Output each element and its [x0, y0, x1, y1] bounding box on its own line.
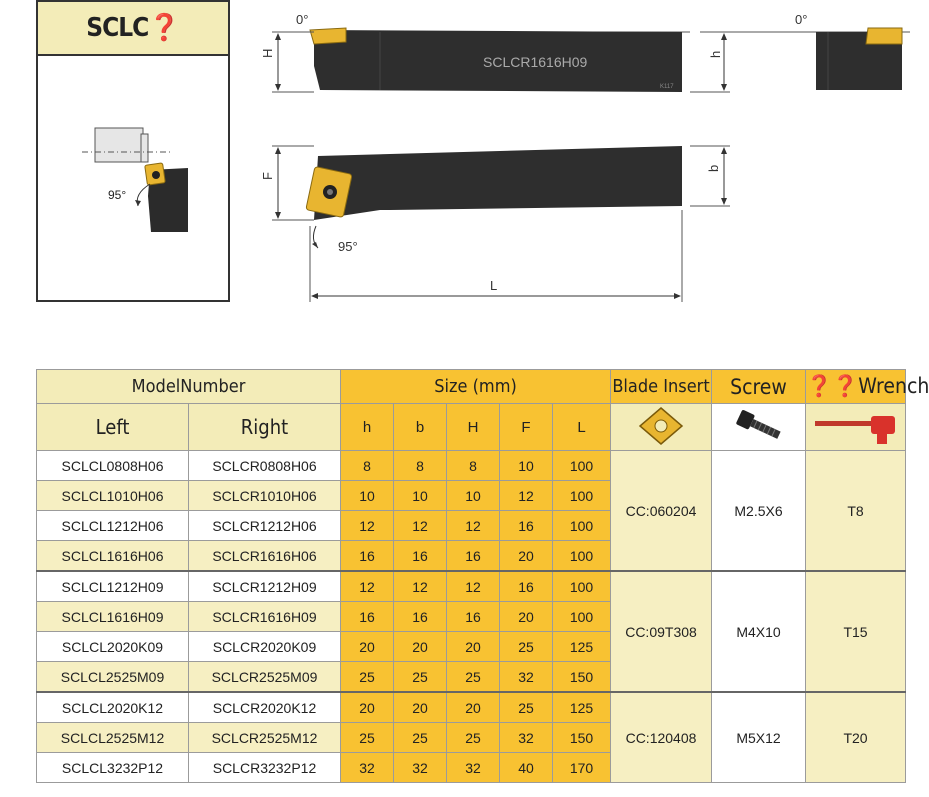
size-H-cell: 25	[447, 662, 500, 693]
size-col-F: F	[500, 404, 553, 451]
right-model-cell: SCLCR1616H09	[189, 602, 341, 632]
top-insert-shape	[310, 28, 346, 44]
side-view-drawing	[250, 130, 750, 310]
size-F-cell: 10	[500, 451, 553, 481]
right-model-cell: SCLCR3232P12	[189, 753, 341, 783]
size-H-cell: 12	[447, 511, 500, 541]
size-col-L: L	[553, 404, 611, 451]
size-b-cell: 25	[394, 662, 447, 693]
right-model-cell: SCLCR0808H06	[189, 451, 341, 481]
size-L-cell: 125	[553, 692, 611, 723]
right-header: Right	[189, 404, 341, 451]
left-model-cell: SCLCL2525M09	[37, 662, 189, 693]
size-b-cell: 20	[394, 632, 447, 662]
size-b-cell: 12	[394, 511, 447, 541]
spec-table	[36, 369, 929, 783]
size-F-cell: 25	[500, 692, 553, 723]
size-L-cell: 100	[553, 511, 611, 541]
product-title: SCLC❓	[38, 2, 228, 56]
size-H-cell: 12	[447, 571, 500, 602]
dim-b-label: b	[706, 164, 721, 172]
left-header: Left	[37, 404, 189, 451]
size-b-cell: 12	[394, 571, 447, 602]
wrench-cell: T20	[806, 692, 906, 783]
size-H-cell: 10	[447, 481, 500, 511]
size-H-cell: 20	[447, 632, 500, 662]
top-angle-label: 0°	[296, 12, 309, 27]
left-model-cell: SCLCL2525M12	[37, 723, 189, 753]
insert-cell: CC:060204	[611, 451, 712, 572]
table-row	[37, 571, 906, 602]
size-h-cell: 16	[341, 541, 394, 572]
size-h-cell: 10	[341, 481, 394, 511]
left-model-cell: SCLCL1616H09	[37, 602, 189, 632]
screw-header: Screw	[712, 370, 806, 404]
size-b-cell: 16	[394, 541, 447, 572]
size-L-cell: 100	[553, 602, 611, 632]
size-H-cell: 16	[447, 541, 500, 572]
schematic-angle-label: 95°	[108, 188, 127, 202]
size-L-cell: 170	[553, 753, 611, 783]
left-model-cell: SCLCL1010H06	[37, 481, 189, 511]
size-L-cell: 150	[553, 723, 611, 753]
size-h-cell: 32	[341, 753, 394, 783]
size-H-cell: 32	[447, 753, 500, 783]
size-col-h: h	[341, 404, 394, 451]
size-F-cell: 32	[500, 662, 553, 693]
size-col-b: b	[394, 404, 447, 451]
wrench-header: ❓❓Wrench	[806, 370, 906, 404]
end-insert-shape	[866, 28, 902, 44]
size-F-cell: 20	[500, 602, 553, 632]
size-H-cell: 16	[447, 602, 500, 632]
right-model-cell: SCLCR2525M12	[189, 723, 341, 753]
wrench-icon-cell	[806, 404, 906, 451]
dim-H-label: H	[260, 48, 275, 58]
size-b-cell: 25	[394, 723, 447, 753]
size-b-cell: 8	[394, 451, 447, 481]
dim-h-label: h	[708, 50, 723, 58]
size-b-cell: 16	[394, 602, 447, 632]
size-col-H: H	[447, 404, 500, 451]
size-L-cell: 100	[553, 541, 611, 572]
table-row	[37, 692, 906, 723]
size-F-cell: 32	[500, 723, 553, 753]
blade-insert-header: Blade Insert	[611, 370, 712, 404]
size-b-cell: 10	[394, 481, 447, 511]
title-box	[36, 0, 230, 302]
wrench-cell: T8	[806, 451, 906, 572]
size-h-cell: 20	[341, 632, 394, 662]
dim-F-label: F	[260, 172, 275, 180]
screw-cell: M5X12	[712, 692, 806, 783]
size-L-cell: 100	[553, 451, 611, 481]
size-H-cell: 25	[447, 723, 500, 753]
size-H-cell: 8	[447, 451, 500, 481]
size-h-cell: 16	[341, 602, 394, 632]
left-model-cell: SCLCL0808H06	[37, 451, 189, 481]
screw-cell: M2.5X6	[712, 451, 806, 572]
holder-side-shape	[314, 146, 682, 220]
right-model-cell: SCLCR2020K12	[189, 692, 341, 723]
right-model-cell: SCLCR1010H06	[189, 481, 341, 511]
end-view-drawing	[700, 6, 920, 106]
size-h-cell: 25	[341, 662, 394, 693]
end-angle-label: 0°	[795, 12, 808, 27]
size-b-cell: 20	[394, 692, 447, 723]
right-model-cell: SCLCR1212H06	[189, 511, 341, 541]
size-h-cell: 20	[341, 692, 394, 723]
right-model-cell: SCLCR2020K09	[189, 632, 341, 662]
size-b-cell: 32	[394, 753, 447, 783]
left-model-cell: SCLCL1212H09	[37, 571, 189, 602]
wrench-icon	[811, 406, 901, 446]
right-model-cell: SCLCR1212H09	[189, 571, 341, 602]
size-F-cell: 16	[500, 511, 553, 541]
right-model-cell: SCLCR2525M09	[189, 662, 341, 693]
holder-small-mark: K117	[660, 84, 674, 90]
insert-cell: CC:09T308	[611, 571, 712, 692]
screw-cell: M4X10	[712, 571, 806, 692]
insert-icon	[638, 406, 684, 446]
holder-marking: SCLCR1616H09	[483, 54, 588, 70]
size-h-cell: 12	[341, 571, 394, 602]
left-model-cell: SCLCL2020K12	[37, 692, 189, 723]
left-model-cell: SCLCL3232P12	[37, 753, 189, 783]
dim-L-label: L	[490, 278, 498, 293]
size-h-cell: 12	[341, 511, 394, 541]
side-angle-label: 95°	[338, 239, 358, 254]
size-F-cell: 12	[500, 481, 553, 511]
size-F-cell: 20	[500, 541, 553, 572]
top-view-drawing	[250, 6, 723, 106]
left-model-cell: SCLCL1616H06	[37, 541, 189, 572]
screw-icon	[729, 406, 789, 446]
size-L-cell: 125	[553, 632, 611, 662]
table-row	[37, 451, 906, 481]
size-L-cell: 100	[553, 571, 611, 602]
wrench-cell: T15	[806, 571, 906, 692]
size-h-cell: 8	[341, 451, 394, 481]
size-header: Size (mm)	[341, 370, 611, 404]
left-model-cell: SCLCL2020K09	[37, 632, 189, 662]
size-F-cell: 40	[500, 753, 553, 783]
size-L-cell: 150	[553, 662, 611, 693]
size-F-cell: 25	[500, 632, 553, 662]
insert-cell: CC:120408	[611, 692, 712, 783]
workpiece-shape	[95, 128, 143, 162]
size-L-cell: 100	[553, 481, 611, 511]
model-number-header: ModelNumber	[37, 370, 341, 404]
insert-icon-cell	[611, 404, 712, 451]
size-h-cell: 25	[341, 723, 394, 753]
size-H-cell: 20	[447, 692, 500, 723]
right-model-cell: SCLCR1616H06	[189, 541, 341, 572]
size-F-cell: 16	[500, 571, 553, 602]
screw-icon-cell	[712, 404, 806, 451]
left-model-cell: SCLCL1212H06	[37, 511, 189, 541]
holder-schematic	[38, 56, 228, 300]
